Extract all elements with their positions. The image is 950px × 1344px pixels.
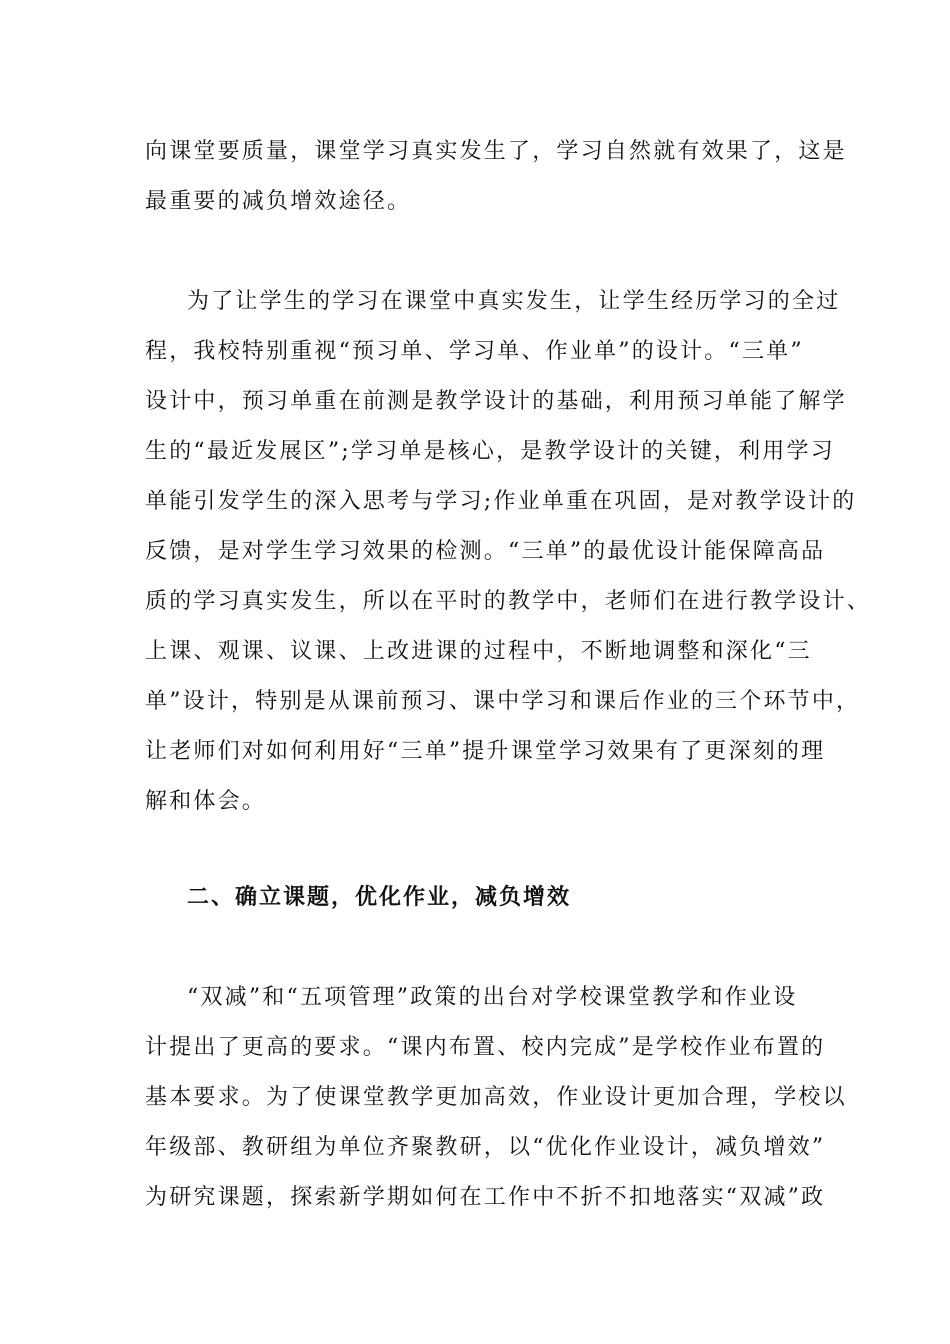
- paragraph-2-line-8: 上课、观课、议课、上改进课的过程中，不断地调整和深化“三: [145, 639, 812, 664]
- paragraph-2-line-7: 质的学习真实发生，所以在平时的教学中，老师们在进行教学设计、: [145, 589, 872, 614]
- paragraph-2-line-10: 让老师们对如何利用好“三单”提升课堂学习效果有了更深刻的理: [145, 739, 826, 764]
- section-heading: 二、确立课题，优化作业，减负增效: [187, 885, 572, 910]
- paragraph-2-line-3: 设计中，预习单重在前测是教学设计的基础，利用预习单能了解学: [145, 389, 847, 414]
- paragraph-3-line-2: 计提出了更高的要求。“课内布置、校内完成”是学校作业布置的: [145, 1035, 826, 1060]
- paragraph-3-line-4: 年级部、教研组为单位齐聚教研，以“优化作业设计，减负增效”: [145, 1135, 826, 1160]
- paragraph-2-line-1: 为了让学生的学习在课堂中真实发生，让学生经历学习的全过: [187, 289, 841, 314]
- paragraph-3-line-5: 为研究课题，探索新学期如何在工作中不折不扣地落实“双减”政: [145, 1185, 826, 1210]
- paragraph-2-line-6: 反馈，是对学生学习效果的检测。“三单”的最优设计能保障高品: [145, 539, 826, 564]
- paragraph-2-line-5: 单能引发学生的深入思考与学习;作业单重在巩固，是对教学设计的: [145, 489, 857, 514]
- paragraph-3-line-1: “双减”和“五项管理”政策的出台对学校课堂教学和作业设: [187, 985, 798, 1010]
- paragraph-2-line-4: 生的“最近发展区”;学习单是核心，是教学设计的关键，利用学习: [145, 439, 835, 464]
- paragraph-2-line-11: 解和体会。: [145, 789, 267, 814]
- paragraph-2-line-2: 程，我校特别重视“预习单、学习单、作业单”的设计。“三单”: [145, 339, 804, 364]
- paragraph-3-line-3: 基本要求。为了使课堂教学更加高效，作业设计更加合理，学校以: [145, 1085, 847, 1110]
- paragraph-2-line-9: 单”设计，特别是从课前预习、课中学习和课后作业的三个环节中，: [145, 689, 861, 714]
- paragraph-1-line-1: 向课堂要质量，课堂学习真实发生了，学习自然就有效果了，这是: [145, 139, 847, 164]
- paragraph-1-line-2: 最重要的减负增效途径。: [145, 189, 412, 214]
